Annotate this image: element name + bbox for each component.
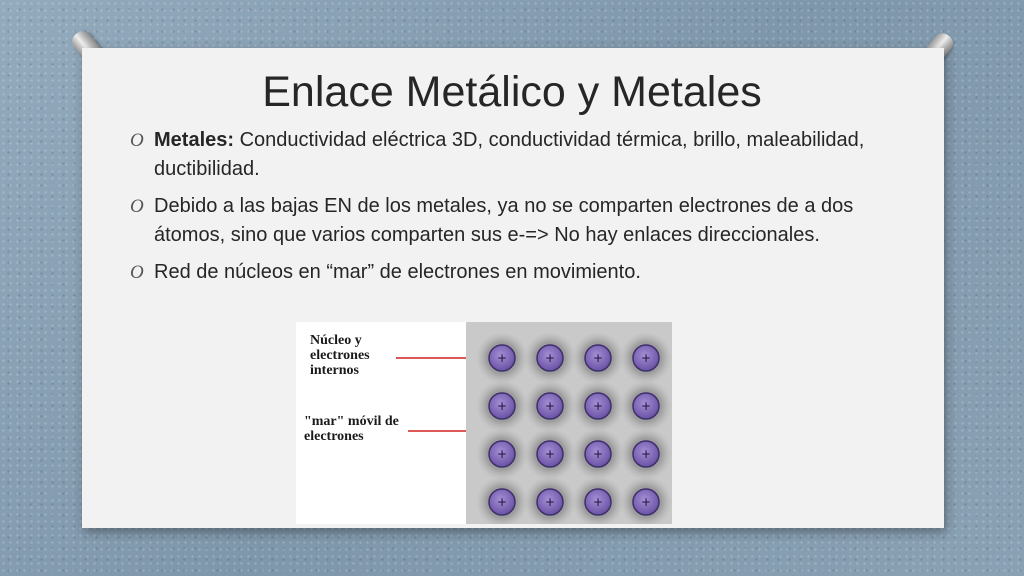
bullet-list bbox=[130, 126, 900, 295]
bullet-text: Conductividad eléctrica 3D, conductividad térmica, brillo, maleabilidad, ductibilidad. bbox=[154, 129, 865, 180]
bullet-marker-icon: O bbox=[130, 130, 144, 151]
bullet-text: Red de núcleos en “mar” de electrones en movimiento. bbox=[154, 261, 641, 283]
bullet-item bbox=[130, 126, 900, 184]
bullet-item bbox=[130, 258, 900, 287]
slide-title: Enlace Metálico y Metales bbox=[262, 68, 762, 116]
ion-charge-icon: + bbox=[640, 447, 652, 461]
ion-charge-icon: + bbox=[592, 447, 604, 461]
bullet-item bbox=[130, 192, 900, 250]
bullet-marker-icon: O bbox=[130, 196, 144, 217]
ion-charge-icon: + bbox=[640, 351, 652, 365]
electron-sea-label: "mar" móvil de electrones bbox=[304, 414, 399, 444]
ion-charge-icon: + bbox=[592, 351, 604, 365]
ion-charge-icon: + bbox=[592, 495, 604, 509]
bullet-text: Debido a las bajas EN de los metales, ya no se comparten electrones de a dos átomos, sino que varios comparten sus e-=> No hay enlaces direccionales. bbox=[154, 195, 854, 246]
ion-charge-icon: + bbox=[496, 351, 508, 365]
bullet-marker-icon: O bbox=[130, 262, 144, 283]
ion-charge-icon: + bbox=[496, 447, 508, 461]
nucleus-label: Núcleo y electrones internos bbox=[310, 333, 370, 378]
bullet-bold-text: Metales: bbox=[154, 129, 235, 151]
ion-lattice bbox=[466, 322, 672, 524]
ion-charge-icon: + bbox=[544, 351, 556, 365]
ion-charge-icon: + bbox=[544, 399, 556, 413]
metallic-lattice-figure bbox=[296, 322, 672, 524]
ion-charge-icon: + bbox=[496, 495, 508, 509]
ion-charge-icon: + bbox=[544, 447, 556, 461]
ion-charge-icon: + bbox=[544, 495, 556, 509]
ion-charge-icon: + bbox=[640, 495, 652, 509]
ion-charge-icon: + bbox=[640, 399, 652, 413]
ion-charge-icon: + bbox=[592, 399, 604, 413]
ion-charge-icon: + bbox=[496, 399, 508, 413]
